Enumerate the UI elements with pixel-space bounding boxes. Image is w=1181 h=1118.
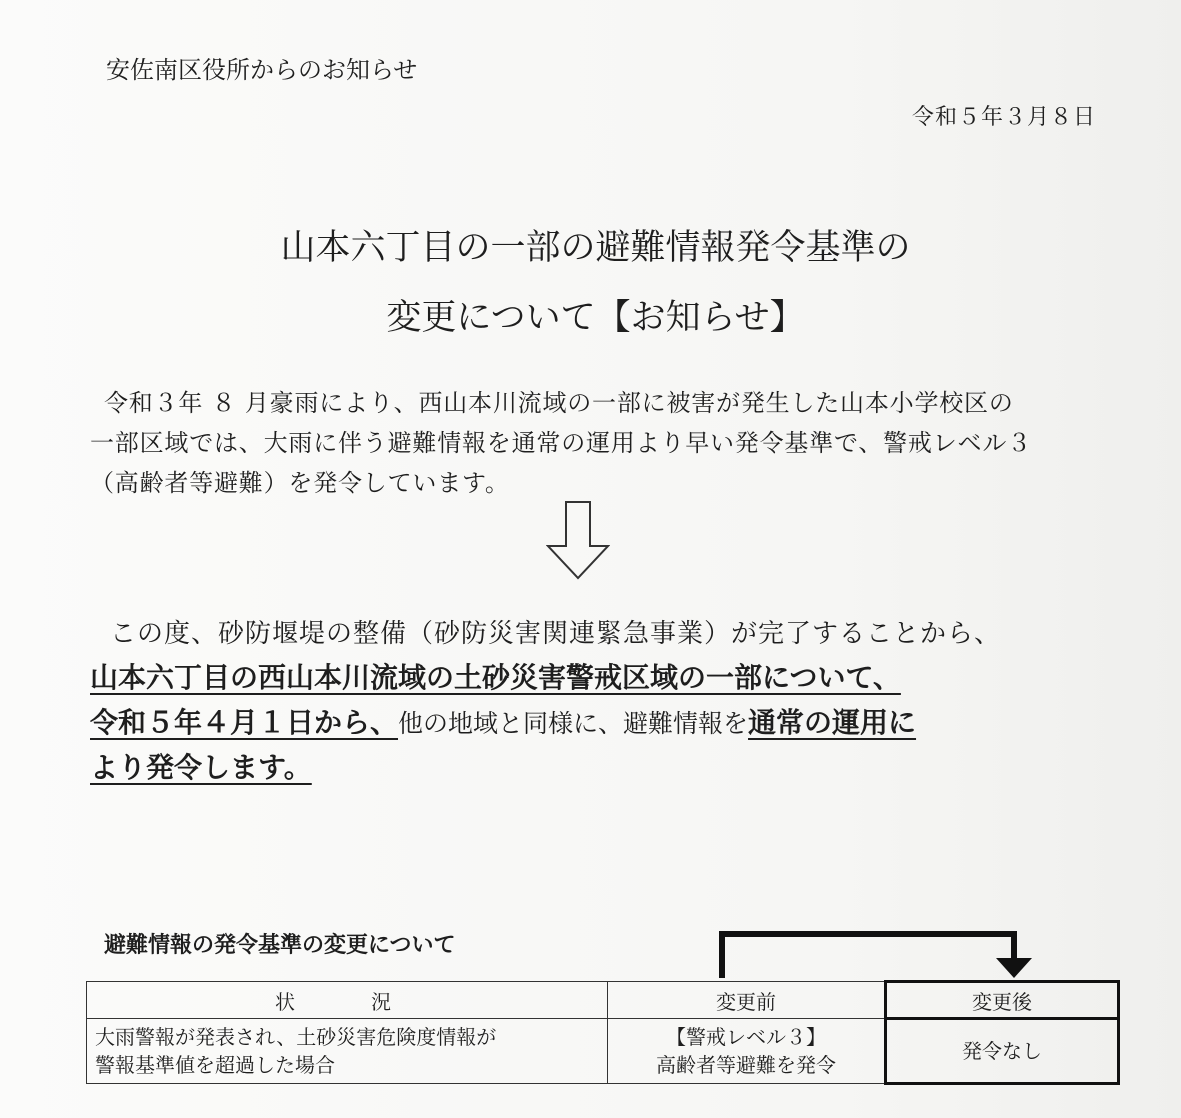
cell-after: 発令なし	[886, 1019, 1119, 1084]
issue-date: 令和５年３月８日	[912, 105, 1097, 130]
document-title-line1: 山本六丁目の一部の避難情報発令基準の	[280, 228, 911, 268]
criteria-table	[86, 980, 1120, 1085]
header-before: 変更前	[608, 982, 886, 1019]
table-row	[87, 1019, 1119, 1084]
table-header-row	[87, 982, 1119, 1019]
issuer-label: 安佐南区役所からのお知らせ	[106, 56, 418, 84]
normal-operation-emphasis: 通常の運用に	[748, 706, 917, 739]
section-heading: 避難情報の発令基準の変更について	[104, 933, 456, 958]
notice-emphasis-end: より発令します。	[90, 751, 312, 784]
notice-emphasis: 山本六丁目の西山本川流域の土砂災害警戒区域の一部について、	[90, 661, 901, 694]
document-title-line2: 変更について【お知らせ】	[386, 298, 805, 338]
intro-line: 令和３年 ８ 月豪雨により、西山本川流域の一部に被害が発生した山本小学校区の	[104, 389, 1014, 417]
notice-line: この度、砂防堰堤の整備（砂防災害関連緊急事業）が完了することから、	[110, 619, 1002, 649]
effective-date-emphasis: 令和５年４月１日から、	[90, 706, 399, 739]
notice-text: 他の地域と同様に、避難情報を	[398, 709, 749, 738]
intro-line: 一部区域では、大雨に伴う避難情報を通常の運用より早い発令基準で、警戒レベル３	[90, 429, 1032, 457]
outline-down-arrow-icon	[546, 500, 610, 580]
intro-line: （高齢者等避難）を発令しています。	[90, 469, 510, 497]
header-status: 状 況	[87, 982, 608, 1019]
cell-status: 大雨警報が発表され、土砂災害危険度情報が 警報基準値を超過した場合	[87, 1019, 608, 1084]
header-after: 変更後	[886, 982, 1119, 1019]
cell-before: 【警戒レベル３】 高齢者等避難を発令	[608, 1019, 886, 1084]
notice-paragraph	[90, 612, 1130, 791]
intro-paragraph	[90, 383, 1120, 503]
